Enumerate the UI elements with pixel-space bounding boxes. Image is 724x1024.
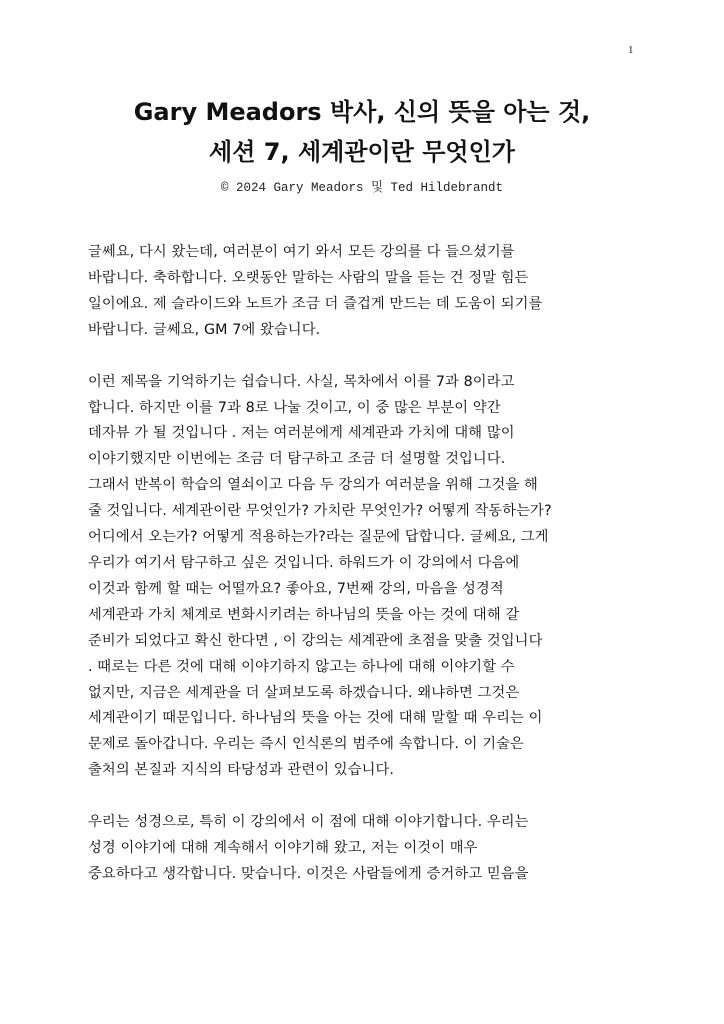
paragraph-line: 줄 것입니다. 세계관이란 무엇인가? 가치란 무엇인가? 어떻게 작동하는가? [88, 503, 552, 520]
paragraph-3 [88, 810, 648, 888]
paragraph-line: 이야기했지만 이번에는 조금 더 탐구하고 조금 더 설명할 것입니다. [88, 451, 506, 468]
paragraph-line: 없지만, 지금은 세계관을 더 살펴보도록 하겠습니다. 왜냐하면 그것은 [88, 684, 520, 701]
paragraph-line: 세계관이기 때문입니다. 하나님의 뜻을 아는 것에 대해 말할 때 우리는 이 [88, 710, 543, 727]
paragraph-line: 우리는 성경으로, 특히 이 강의에서 이 점에 대해 이야기합니다. 우리는 [88, 814, 529, 831]
document-title-line-1: Gary Meadors 박사, 신의 뜻을 아는 것, [133, 98, 591, 126]
paragraph-line: 우리가 여기서 탐구하고 싶은 것입니다. 하워드가 이 강의에서 다음에 [88, 554, 520, 571]
paragraph-line: 준비가 되었다고 확신 한다면 , 이 강의는 세계관에 초점을 맞출 것입니다 [88, 632, 543, 649]
document-title-line-2: 세션 7, 세계관이란 무엇인가 [209, 138, 515, 166]
paragraph-line: 그래서 반복이 학습의 열쇠이고 다음 두 강의가 여러분을 위해 그것을 해 [88, 477, 538, 494]
paragraph-line: 성경 이야기에 대해 계속해서 이야기해 왔고, 저는 이것이 매우 [88, 840, 478, 857]
paragraph-line: 합니다. 하지만 이를 7과 8로 나눌 것이고, 이 중 많은 부분이 약간 [88, 399, 501, 416]
paragraph-line: . 때로는 다른 것에 대해 이야기하지 않고는 하나에 대해 이야기할 수 [88, 658, 515, 675]
page-number: 1 [628, 44, 634, 56]
paragraph-line: 이것과 함께 할 때는 어떨까요? 좋아요, 7번째 강의, 마음을 성경적 [88, 580, 504, 597]
paragraph-line: 일이에요. 제 슬라이드와 노트가 조금 더 즐겁게 만드는 데 도움이 되기를 [88, 295, 543, 312]
paragraph-line: 바랍니다. 축하합니다. 오랫동안 말하는 사람의 말을 듣는 건 정말 힘든 [88, 269, 529, 286]
transcript-body [88, 240, 648, 914]
paragraph-1 [88, 240, 648, 344]
paragraph-line: 바랍니다. 글쎄요, GM 7에 왔습니다. [88, 321, 321, 338]
copyright-notice: © 2024 Gary Meadors 및 Ted Hildebrandt [220, 181, 504, 195]
paragraph-line: 어디에서 오는가? 어떻게 적용하는가?라는 질문에 답합니다. 글쎄요, 그게 [88, 529, 549, 546]
paragraph-line: 세계관과 가치 체계로 변화시키려는 하나님의 뜻을 아는 것에 대해 갈 [88, 606, 520, 623]
paragraph-line: 이런 제목을 기억하기는 쉽습니다. 사실, 목차에서 이를 7과 8이라고 [88, 373, 515, 390]
paragraph-2 [88, 370, 648, 785]
title-block [0, 92, 724, 198]
paragraph-line: 출처의 본질과 지식의 타당성과 관련이 있습니다. [88, 762, 395, 779]
paragraph-line: 글쎄요, 다시 왔는데, 여러분이 여기 와서 모든 강의를 다 들으셨기를 [88, 244, 515, 260]
paragraph-line: 데자뷰 가 될 것입니다 . 저는 여러분에게 세계관과 가치에 대해 많이 [88, 425, 515, 442]
paragraph-line: 중요하다고 생각합니다. 맞습니다. 이것은 사람들에게 증거하고 믿음을 [88, 865, 529, 882]
paragraph-line: 문제로 돌아갑니다. 우리는 즉시 인식론의 범주에 속합니다. 이 기술은 [88, 736, 524, 753]
